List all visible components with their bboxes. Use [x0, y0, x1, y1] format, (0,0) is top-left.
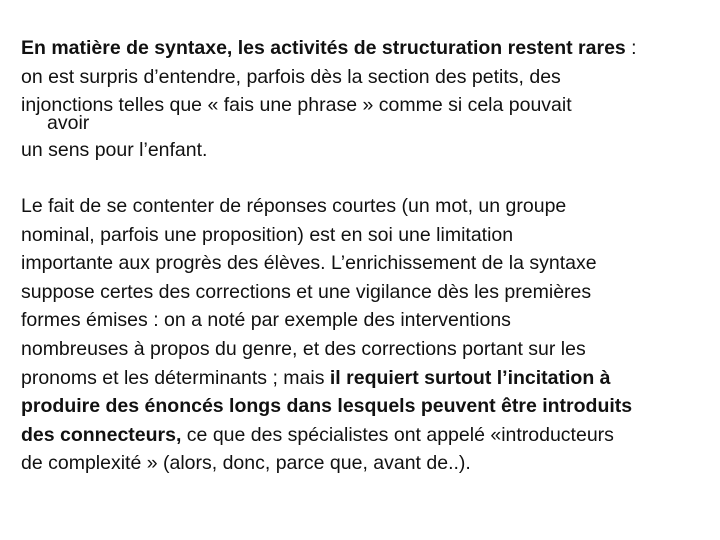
text-line: Le fait de se contenter de réponses courtes (un mot, un groupe: [21, 195, 567, 217]
text-line: un sens pour l’enfant.: [21, 138, 208, 161]
paragraph-syntax: [21, 34, 701, 164]
text-line: nombreuses à propos du genre, et des corrections portant sur les: [21, 337, 586, 360]
text-line: [21, 421, 701, 450]
text-line: on est surpris d’entendre, parfois dès la section des petits, des: [21, 65, 561, 88]
text-line: avoir: [47, 111, 90, 134]
text-line: nominal, parfois une proposition) est en soi une limitation: [21, 223, 514, 246]
text-line: importante aux progrès des élèves. L’enrichissement de la syntaxe: [21, 252, 597, 275]
paragraph-enrichment: [21, 192, 701, 478]
text-fragment: ce que des spécialistes ont appelé «introducteurs: [181, 423, 614, 446]
text-fragment: pronoms et les déterminants ; mais: [21, 366, 330, 389]
bold-text: il requiert surtout l’incitation à: [329, 366, 611, 389]
bold-text: produire des énoncés longs dans lesquels peuvent être introduits: [21, 395, 633, 418]
bold-text: En matière de syntaxe, les activités de structuration restent rares: [21, 37, 626, 59]
text-fragment: :: [625, 37, 637, 59]
text-line: injonctions telles que « fais une phrase » comme si cela pouvait: [21, 94, 572, 116]
slide-text-body: [21, 34, 701, 478]
text-line: [21, 364, 701, 393]
text-line: [21, 392, 701, 421]
text-line: [21, 34, 701, 63]
text-line: de complexité » (alors, donc, parce que, avant de..).: [21, 452, 471, 475]
text-line: formes émises : on a noté par exemple des interventions: [21, 309, 511, 332]
bold-text: des connecteurs,: [21, 423, 182, 446]
text-line: suppose certes des corrections et une vigilance dès les premières: [21, 280, 592, 303]
